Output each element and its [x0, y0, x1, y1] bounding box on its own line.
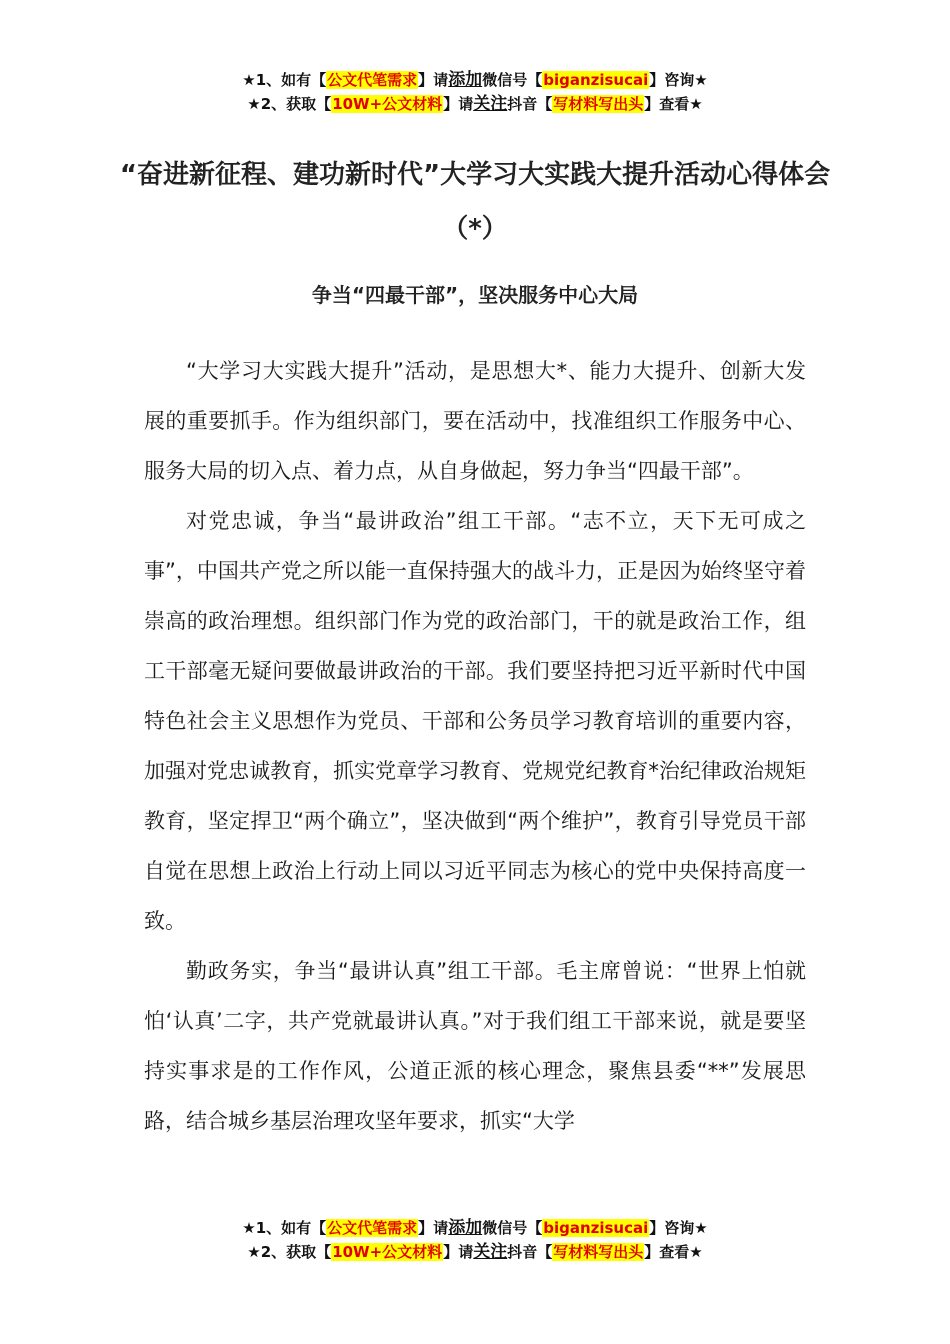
banner-highlight: 10W+公文材料 — [332, 1243, 443, 1261]
banner-text: 】咨询★ — [649, 1219, 708, 1237]
banner-line-2 — [0, 92, 950, 116]
banner-text: ★1、如有【 — [242, 1219, 327, 1237]
banner-text: 】咨询★ — [649, 71, 708, 89]
document-title: “奋进新征程、建功新时代”大学习大实践大提升活动心得体会（*） — [119, 160, 831, 244]
banner-douyin-name: 写材料写出头 — [553, 1243, 644, 1261]
document-body — [144, 346, 806, 1146]
banner-text: 】查看★ — [644, 1243, 703, 1261]
document-subtitle: 争当“四最干部”，坚决服务中心大局 — [311, 283, 639, 307]
banner-highlight: 公文代笔需求 — [327, 71, 418, 89]
paragraph: “大学习大实践大提升”活动，是思想大*、能力大提升、创新大发展的重要抓手。作为组织部门，要在活动中，找准组织工作服务中心、服务大局的切入点、着力点，从自身做起，努力争当“四最干部”。 — [144, 359, 806, 483]
banner-line-1 — [0, 68, 950, 92]
banner-underlined-text: 添加 — [448, 1218, 483, 1238]
banner-text: 抖音【 — [507, 95, 553, 113]
paragraph: 对党忠诚，争当“最讲政治”组工干部。“志不立，天下无可成之事”，中国共产党之所以能一直保持强大的战斗力，正是因为始终坚守着崇高的政治理想。组织部门作为党的政治部门，干的就是政治工作，组工干部毫无疑问要做最讲政治的干部。我们要坚持把习近平新时代中国特色社会主义思想作为党员、干部和公务员学习教育培训的重要内容，加强对党忠诚教育，抓实党章学习教育、党规党纪教育*治纪律政治规矩教育，坚定捍卫“两个确立”，坚决做到“两个维护”，教育引导党员干部自觉在思想上政治上行动上同以习近平同志为核心的党中央保持高度一致。 — [144, 509, 806, 933]
banner-underlined-text: 关注 — [473, 1242, 508, 1262]
banner-text: 微信号【 — [482, 71, 543, 89]
banner-text: 】请 — [418, 1219, 449, 1237]
banner-text: 微信号【 — [482, 1219, 543, 1237]
banner-underlined-text: 添加 — [448, 70, 483, 90]
top-banner — [0, 68, 950, 116]
banner-line-1 — [0, 1216, 950, 1240]
banner-text: ★2、获取【 — [247, 95, 332, 113]
banner-text: ★1、如有【 — [242, 71, 327, 89]
banner-highlight: 公文代笔需求 — [327, 1219, 418, 1237]
banner-wechat-id: biganzisucai — [543, 1219, 649, 1237]
banner-text: 】请 — [418, 71, 449, 89]
banner-douyin-name: 写材料写出头 — [553, 95, 644, 113]
banner-highlight: 10W+公文材料 — [332, 95, 443, 113]
banner-underlined-text: 关注 — [473, 94, 508, 114]
banner-text: 抖音【 — [507, 1243, 553, 1261]
bottom-banner — [0, 1216, 950, 1264]
paragraph: 勤政务实，争当“最讲认真”组工干部。毛主席曾说：“世界上怕就怕‘认真’二字，共产党就最讲认真。”对于我们组工干部来说，就是要坚持实事求是的工作作风，公道正派的核心理念，聚焦县委“**”发展思路，结合城乡基层治理攻坚年要求，抓实“大学 — [144, 959, 806, 1133]
banner-text: 】请 — [443, 95, 474, 113]
banner-text: 】查看★ — [644, 95, 703, 113]
banner-line-2 — [0, 1240, 950, 1264]
banner-wechat-id: biganzisucai — [543, 71, 649, 89]
banner-text: ★2、获取【 — [247, 1243, 332, 1261]
banner-text: 】请 — [443, 1243, 474, 1261]
